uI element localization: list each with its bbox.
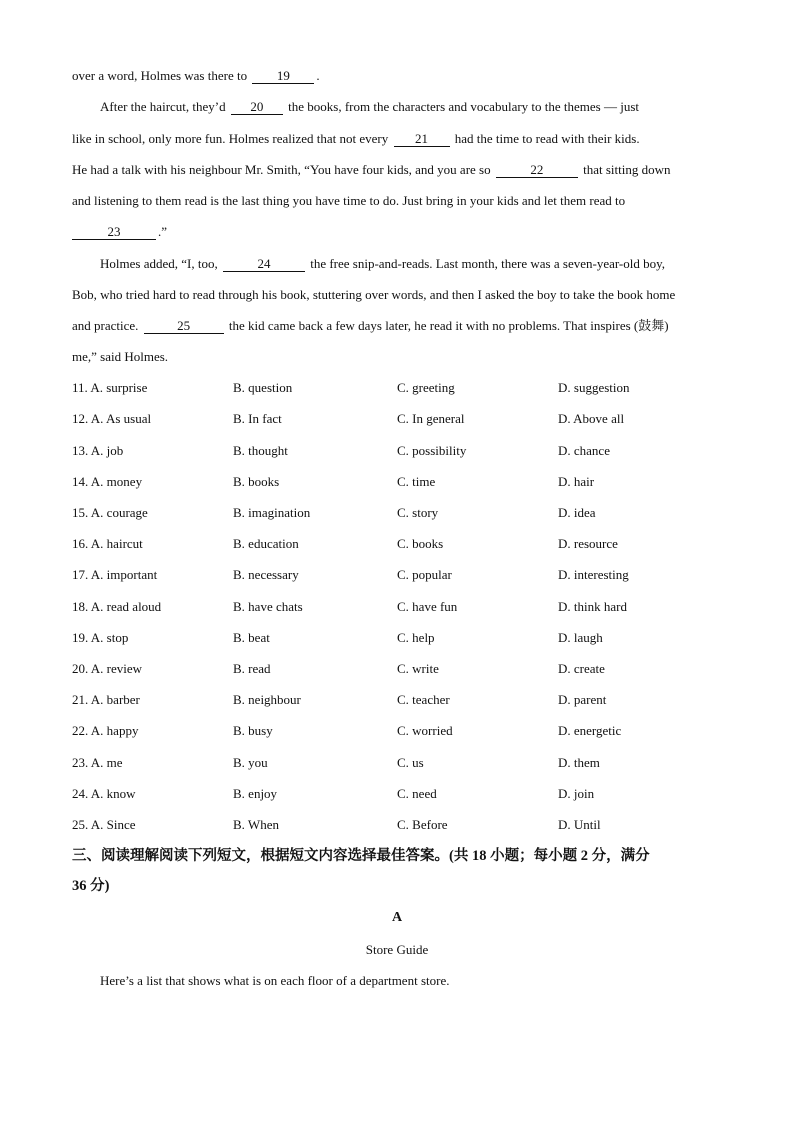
option-d: D. interesting — [558, 567, 629, 582]
question-22-options — [72, 723, 732, 739]
option-b: B. education — [233, 536, 299, 551]
passage-line — [72, 68, 320, 84]
option-d: D. think hard — [558, 599, 627, 614]
part-label: A — [391, 910, 403, 925]
blank-22: 22 — [496, 163, 578, 178]
option-c: C. have fun — [397, 599, 458, 614]
option-a: 11. A. surprise — [72, 380, 148, 395]
option-c: C. books — [397, 536, 444, 551]
option-c: C. need — [397, 786, 437, 801]
question-11-options — [72, 380, 732, 396]
question-20-options — [72, 661, 732, 677]
question-19-options — [72, 630, 732, 646]
option-a: 15. A. courage — [72, 505, 148, 520]
passage-text: He had a talk with his neighbour Mr. Smith, “You have four kids, and you are so — [72, 162, 491, 177]
passage-line — [72, 131, 640, 147]
question-15-options — [72, 505, 732, 521]
passage-text: the free snip-and-reads. Last month, there was a seven-year-old boy, — [310, 256, 666, 271]
question-14-options — [72, 474, 732, 490]
option-a: 13. A. job — [72, 443, 124, 458]
question-24-options — [72, 786, 732, 802]
option-a: 20. A. review — [72, 661, 143, 676]
passage-text: over a word, Holmes was there to — [72, 68, 248, 83]
passage-text: that sitting down — [583, 162, 671, 177]
option-a: 25. A. Since — [72, 817, 136, 832]
option-d: D. hair — [558, 474, 595, 489]
option-d: D. them — [558, 755, 600, 770]
passage-text: Bob, who tried hard to read through his book, stuttering over words, and then I asked the boy to take the book home — [72, 287, 676, 302]
question-12-options — [72, 411, 732, 427]
option-c: C. write — [397, 661, 439, 676]
option-a: 18. A. read aloud — [72, 599, 162, 614]
option-b: B. books — [233, 474, 280, 489]
option-b: B. have chats — [233, 599, 303, 614]
passage-text: Holmes added, “I, too, — [100, 256, 218, 271]
section-heading-line: 36 分) — [72, 878, 110, 894]
option-c: C. popular — [397, 567, 452, 582]
option-d: D. parent — [558, 692, 607, 707]
blank-19: 19 — [252, 69, 314, 84]
option-d: D. Until — [558, 817, 601, 832]
option-d: D. create — [558, 661, 605, 676]
question-21-options — [72, 692, 732, 708]
option-b: B. necessary — [233, 567, 299, 582]
passage-line — [72, 193, 625, 209]
passage-line — [72, 224, 167, 240]
option-c: C. Before — [397, 817, 448, 832]
passage-text: like in school, only more fun. Holmes realized that not every — [72, 131, 389, 146]
option-a: 24. A. know — [72, 786, 136, 801]
option-a: 17. A. important — [72, 567, 158, 582]
option-c: C. help — [397, 630, 435, 645]
option-a: 14. A. money — [72, 474, 143, 489]
option-b: B. busy — [233, 723, 273, 738]
option-a: 21. A. barber — [72, 692, 140, 707]
question-25-options — [72, 817, 732, 833]
option-d: D. resource — [558, 536, 618, 551]
blank-25: 25 — [144, 319, 224, 334]
option-d: D. laugh — [558, 630, 603, 645]
option-c: C. story — [397, 505, 439, 520]
option-b: B. imagination — [233, 505, 311, 520]
option-a: 19. A. stop — [72, 630, 129, 645]
article-title: Store Guide — [365, 942, 429, 957]
passage-text: After the haircut, they’d — [100, 99, 226, 114]
option-d: D. energetic — [558, 723, 622, 738]
passage-text: . — [316, 68, 320, 83]
passage-text: .” — [158, 224, 168, 239]
option-b: B. When — [233, 817, 279, 832]
article-intro: Here’s a list that shows what is on each floor of a department store. — [100, 973, 450, 988]
question-18-options — [72, 599, 732, 615]
option-b: B. thought — [233, 443, 288, 458]
passage-line — [72, 162, 671, 178]
option-c: C. In general — [397, 411, 465, 426]
passage-line — [100, 99, 639, 115]
option-c: C. teacher — [397, 692, 450, 707]
passage-text: me,” said Holmes. — [72, 349, 169, 364]
blank-21: 21 — [394, 132, 450, 147]
passage-text: and listening to them read is the last thing you have time to do. Just bring in your kids and let them read to — [72, 193, 626, 208]
option-b: B. In fact — [233, 411, 282, 426]
option-b: B. you — [233, 755, 268, 770]
question-13-options — [72, 443, 732, 459]
option-a: 23. A. me — [72, 755, 123, 770]
passage-text: the books, from the characters and vocabulary to the themes — just — [288, 99, 640, 114]
blank-24: 24 — [223, 257, 305, 272]
option-d: D. join — [558, 786, 595, 801]
option-c: C. greeting — [397, 380, 455, 395]
passage-text: the kid came back a few days later, he read it with no problems. That inspires (鼓舞) — [228, 318, 669, 333]
passage-line — [72, 318, 669, 334]
question-17-options — [72, 567, 732, 583]
section-heading — [72, 845, 722, 897]
passage-line — [100, 256, 665, 272]
question-16-options — [72, 536, 732, 552]
option-a: 22. A. happy — [72, 723, 139, 738]
option-b: B. beat — [233, 630, 270, 645]
option-b: B. neighbour — [233, 692, 301, 707]
option-c: C. time — [397, 474, 436, 489]
option-b: B. read — [233, 661, 271, 676]
passage-line — [72, 287, 675, 303]
option-c: C. us — [397, 755, 424, 770]
option-b: B. question — [233, 380, 293, 395]
passage-text: had the time to read with their kids. — [454, 131, 640, 146]
option-a: 12. A. As usual — [72, 411, 152, 426]
passage-text: and practice. — [72, 318, 139, 333]
passage-line — [72, 349, 168, 365]
question-23-options — [72, 755, 732, 771]
option-d: D. idea — [558, 505, 596, 520]
option-d: D. suggestion — [558, 380, 630, 395]
blank-20: 20 — [231, 100, 283, 115]
option-c: C. possibility — [397, 443, 467, 458]
blank-23: 23 — [72, 225, 156, 240]
option-b: B. enjoy — [233, 786, 278, 801]
option-a: 16. A. haircut — [72, 536, 143, 551]
option-d: D. Above all — [558, 411, 625, 426]
option-c: C. worried — [397, 723, 453, 738]
option-d: D. chance — [558, 443, 610, 458]
section-heading-line: 三、阅读理解阅读下列短文，根据短文内容选择最佳答案。(共 18 小题；每小题 2 分，满分 — [72, 848, 650, 864]
